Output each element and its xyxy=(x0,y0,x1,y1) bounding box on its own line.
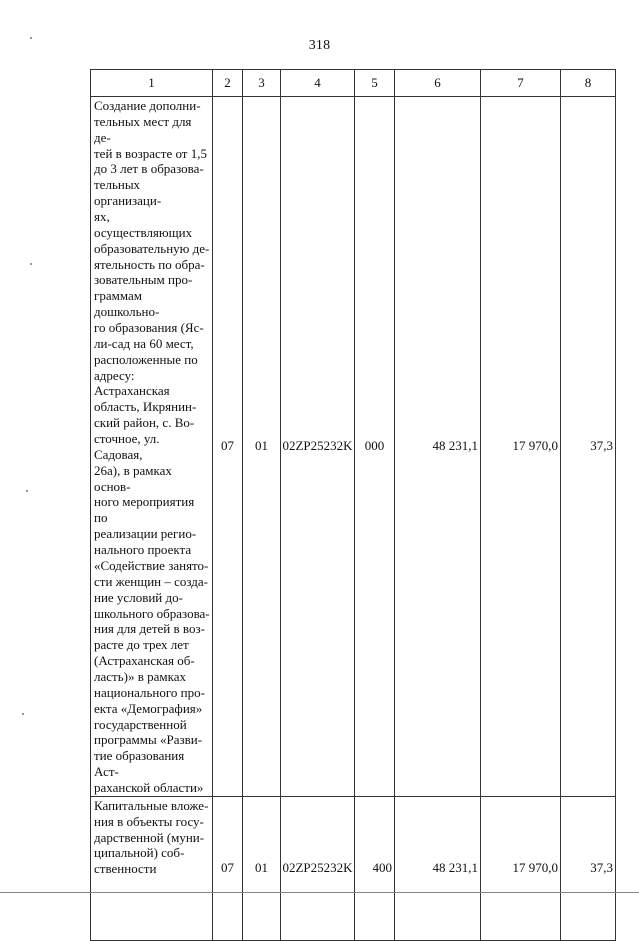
execution-percent: 37,3 xyxy=(561,97,616,797)
header-col-1: 1 xyxy=(91,70,213,97)
table-row xyxy=(91,796,616,940)
table-row xyxy=(91,97,616,797)
expense-type-code: 400 xyxy=(355,796,395,940)
planned-amount: 48 231,1 xyxy=(395,97,481,797)
header-col-7: 7 xyxy=(481,70,561,97)
scan-speck xyxy=(30,263,32,265)
target-article-code: 02ZP25232K xyxy=(281,97,355,797)
row-description: Создание дополни- тельных мест для де- тей в возрасте от 1,5 до 3 лет в образова- тельных организаци- ях, осуществляющих образовательную де- ятельность по обра- зовательным про- граммам дошкольно- го образования (Яс- ли-сад на 60 мест, расположенные по адресу: Астраханская область, Икрянин- ский район, с. Во- сточное, ул. Садовая, 26а), в рамках основ- ного мероприятия по реализации регио- нального проекта «Содействие занято- сти женщин – созда- ние условий до- школьного образова- ния для детей в воз- расте до трех лет (Астраханская об- ласть)» в рамках национального про- екта «Демография» государственной программы «Разви- тие образования Аст- раханской области» xyxy=(91,97,213,797)
row-description: Капитальные вложе- ния в объекты госу- дарственной (муни- ципальной) соб- ственности xyxy=(91,796,213,940)
subsection-code: 01 xyxy=(243,796,281,940)
scan-speck xyxy=(30,37,32,39)
section-code: 07 xyxy=(213,796,243,940)
target-article-code: 02ZP25232K xyxy=(281,796,355,940)
scan-speck xyxy=(26,490,28,492)
execution-percent: 37,3 xyxy=(561,796,616,940)
executed-amount: 17 970,0 xyxy=(481,796,561,940)
header-col-4: 4 xyxy=(281,70,355,97)
budget-table xyxy=(90,69,616,941)
header-col-2: 2 xyxy=(213,70,243,97)
scan-speck xyxy=(22,713,24,715)
table-header-row xyxy=(91,70,616,97)
page-bottom-rule xyxy=(0,892,639,893)
planned-amount: 48 231,1 xyxy=(395,796,481,940)
page-number: 318 xyxy=(308,38,331,53)
subsection-code: 01 xyxy=(243,97,281,797)
header-col-5: 5 xyxy=(355,70,395,97)
executed-amount: 17 970,0 xyxy=(481,97,561,797)
section-code: 07 xyxy=(213,97,243,797)
expense-type-code: 000 xyxy=(355,97,395,797)
header-col-3: 3 xyxy=(243,70,281,97)
header-col-6: 6 xyxy=(395,70,481,97)
header-col-8: 8 xyxy=(561,70,616,97)
